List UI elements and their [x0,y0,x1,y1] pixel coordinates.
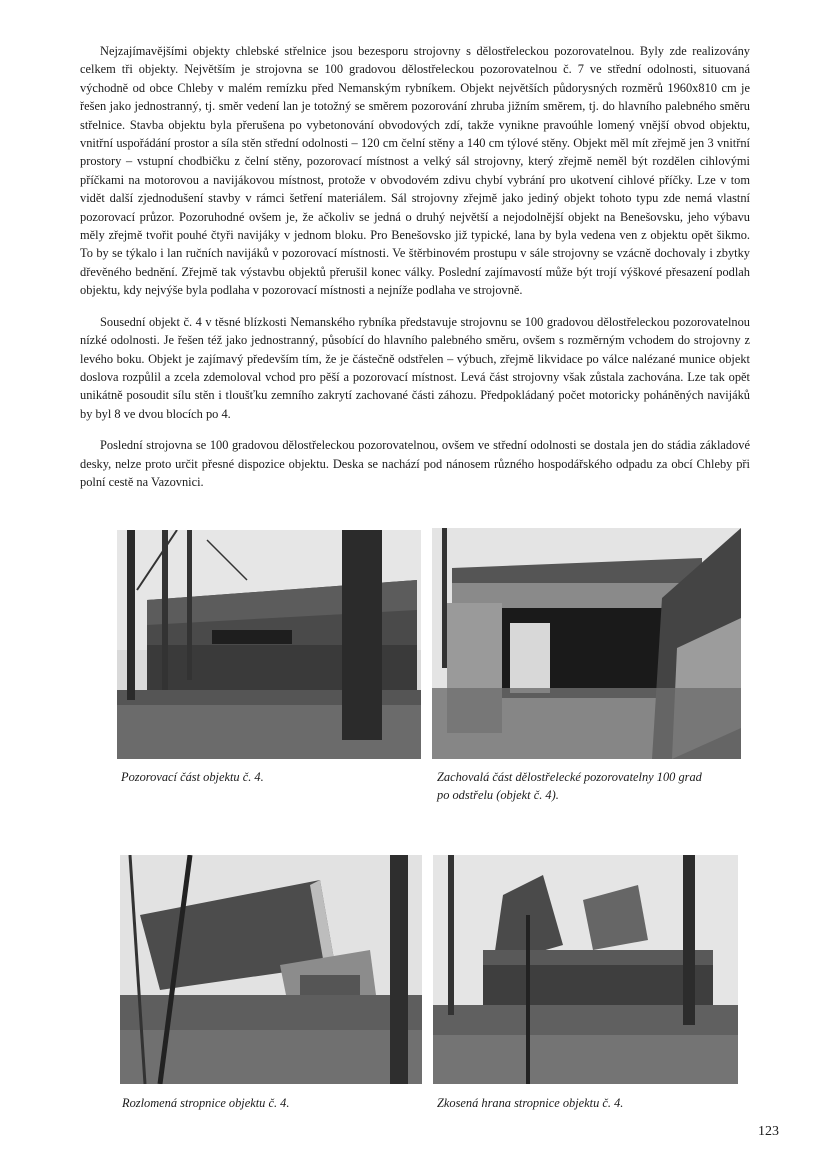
photo-broken-ceiling [120,855,422,1084]
paragraph-3: Poslední strojovna se 100 gradovou dělostřeleckou pozorovatelnou, ovšem ve střední odolnosti se dostala jen do stádia základové desky, nelze proto určit přesné dispozice objektu. Deska se nachází pod nánosem různého hospodářského odpadu za obcí Chleby při polní cestě na Vazovnici. [80,438,750,489]
caption-photo-2-line-1: Zachovalá část dělostřelecké pozorovatelny 100 grad [437,770,702,784]
caption-photo-4: Zkosená hrana stropnice objektu č. 4. [437,1096,624,1110]
caption-photo-2 [437,768,702,804]
body-text [80,42,750,504]
photo-observation-part [117,530,421,759]
photo-slanted-edge [433,855,738,1084]
caption-photo-3: Rozlomená stropnice objektu č. 4. [122,1096,290,1110]
caption-photo-1: Pozorovací část objektu č. 4. [121,770,264,784]
caption-photo-2-line-2: po odstřelu (objekt č. 4). [437,788,559,802]
paragraph-1: Nejzajímavějšími objekty chlebské střelnice jsou bezesporu strojovny s dělostřeleckou pozorovatelnou. Byly zde realizovány celkem tři objekty. Největším je strojovna se 100 gradovou dělostřeleckou pozorovatelnou č. 7 ve střední odolnosti, situovaná východně od obce Chleby v malém remízku před Nemanským rybníkem. Objekt největších půdorysných rozměrů 1960x810 cm je řešen jako jednostranný, tj. směr vedení lan je totožný se směrem pozorování zhruba jižním směrem, tj. do hlavního palebného směru střelnice. Stavba objektu byla přerušena po vybetonování obvodových zdí, takže vynikne pravoúhle lomený vnější obvod objektu, vnitřní uspořádání prostor a síla stěn střední odolnosti – 120 cm čelní stěny a 140 cm týlové stěny. Objekt měl mít zřejmě jen 3 vnitřní prostory – vstupní chodbičku z čelní stěny, pozorovací místnost a velký sál strojovny, který zřejmě neměl být rozdělen cihlovými příčkami na motorovou a navijákovou místnost, protože v obvodovém zdivu chybí vybrání pro ukotvení cihlové příčky. Lze v tom vidět další zjednodušení stavby v rámci šetření materiálem. Sál strojovny zřejmě jako jediný objekt tohoto typu zde nemá vlastní pozorovací průzor. Pozoruhodné ovšem je, že ačkoliv se jedná o druhý největší a nejodolnější objekt na Benešovsku, jeho výbavu měly zřejmě tvořit pouhé čtyři navijáky v jednom bloku. Pro Benešovsko již typické, lana by byla vedena ven z objektu opět šikmo. To by se týkalo i lan ručních navijáků v pozorovací místnosti. Ve štěrbinovém prostupu v sále strojovny se vzácně dochovaly i zbytky dřevěného bednění. Zřejmě tak výstavbu objektů přerušil konec války. Poslední zajímavostí může být trojí výškové přesazení podlah objektu, kdy nejvýše byla podlaha v pozorovací místnosti a nejníže podlaha ve strojovně. [80,44,750,298]
page-number: 123 [758,1124,779,1139]
photo-preserved-part [432,528,741,759]
paragraph-2: Sousední objekt č. 4 v těsné blízkosti Nemanského rybníka představuje strojovnu se 100 gradovou dělostřeleckou pozorovatelnou nízké odolnosti. Je řešen též jako jednostranný, působící do hlavního palebného směru, ovšem s rozměrným vchodem do strojovny z levého boku. Objekt je zajímavý především tím, že je částečně odstřelen – výbuch, zřejmě likvidace po válce nalézané munice objekt doslova rozpůlil a zcela zdemoloval vchod pro pěší a pozorovací místnost. Levá část strojovny však zůstala zachována. Lze tak opět unikátně posoudit sílu stěn i tloušťku zemního zakrytí zachované části záhozu. Předpokládaný počet motoricky poháněných navijáků by byl 8 ve dvou blocích po 4. [80,314,750,421]
